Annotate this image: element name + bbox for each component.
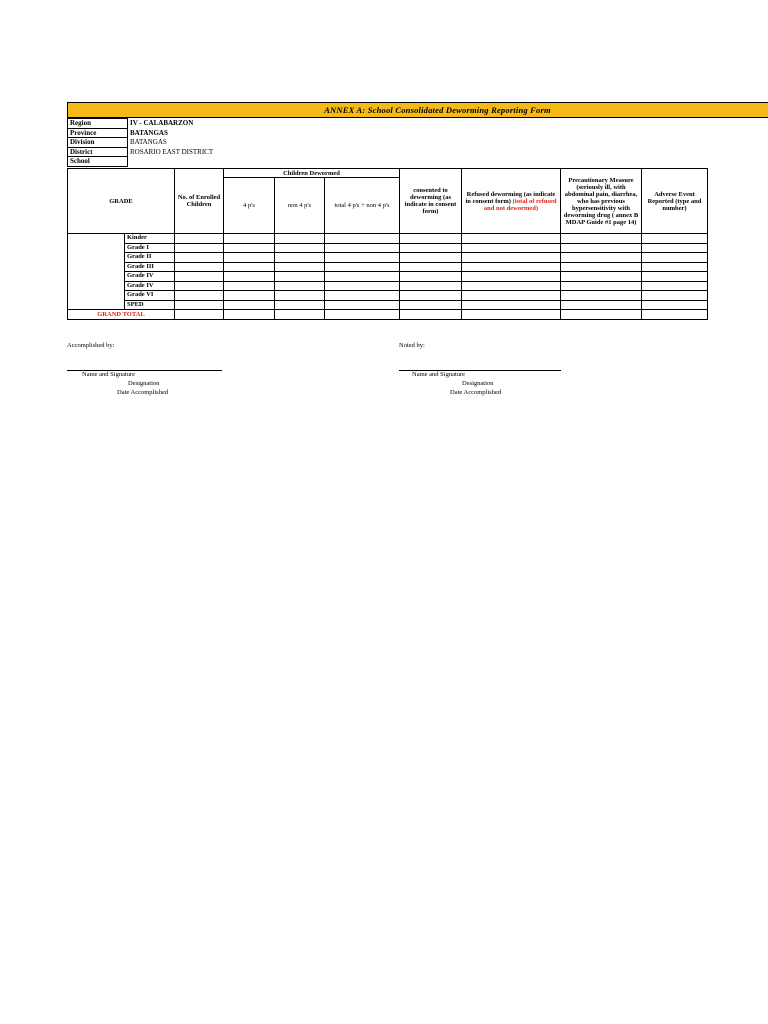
info-value: BATANGAS (130, 128, 168, 137)
data-cell[interactable] (224, 281, 275, 291)
data-cell[interactable] (175, 253, 224, 263)
data-cell[interactable] (325, 262, 400, 272)
refused-note: (total of refused and not dewormed) (483, 197, 557, 212)
data-cell[interactable] (275, 281, 325, 291)
total-cell[interactable] (561, 310, 642, 320)
total-cell[interactable] (175, 310, 224, 320)
grade-label: Kinder (125, 234, 175, 244)
data-cell[interactable] (325, 234, 400, 244)
total-cell[interactable] (325, 310, 400, 320)
data-cell[interactable] (561, 253, 642, 263)
grade-label: Grade VI (125, 291, 175, 301)
table-row (68, 262, 708, 272)
info-value: ROSARIO EAST DISTRICT (130, 147, 214, 156)
table-row (68, 234, 708, 244)
data-cell[interactable] (275, 272, 325, 282)
data-cell[interactable] (175, 281, 224, 291)
info-row (68, 138, 433, 148)
data-cell[interactable] (275, 253, 325, 263)
data-cell[interactable] (175, 272, 224, 282)
data-cell[interactable] (275, 234, 325, 244)
data-cell[interactable] (325, 243, 400, 253)
grand-total-row (68, 310, 708, 320)
data-cell[interactable] (400, 262, 462, 272)
data-cell[interactable] (224, 300, 275, 310)
data-cell[interactable] (224, 243, 275, 253)
data-cell[interactable] (175, 234, 224, 244)
info-value (128, 157, 433, 167)
data-cell[interactable] (561, 281, 642, 291)
data-cell[interactable] (275, 262, 325, 272)
data-cell[interactable] (561, 262, 642, 272)
data-cell[interactable] (224, 253, 275, 263)
info-label: School (68, 157, 128, 167)
data-cell[interactable] (561, 234, 642, 244)
data-cell[interactable] (325, 281, 400, 291)
noted-date: Date Accomplished (450, 389, 502, 396)
data-cell[interactable] (642, 272, 708, 282)
table-row (68, 281, 708, 291)
data-cell[interactable] (642, 243, 708, 253)
data-cell[interactable] (325, 291, 400, 301)
col-total: total 4 p's + non 4 p's (325, 178, 400, 234)
refused-header: Refused deworming (as indicate in consent form) (total of refused and not dewormed) (462, 169, 561, 234)
data-cell[interactable] (400, 300, 462, 310)
data-cell[interactable] (400, 234, 462, 244)
noted-designation: Designation (462, 380, 494, 387)
grade-label: Grade II (125, 253, 175, 263)
data-cell[interactable] (462, 262, 561, 272)
info-row (68, 119, 433, 129)
data-cell[interactable] (462, 234, 561, 244)
col-non-4ps: non 4 p's (275, 178, 325, 234)
data-cell[interactable] (325, 253, 400, 263)
noted-name-signature: Name and Signature (412, 371, 466, 378)
grade-label: Grade IV (125, 281, 175, 291)
data-cell[interactable] (462, 253, 561, 263)
form-title: ANNEX A: School Consolidated Deworming Reporting Form (67, 102, 768, 118)
data-cell[interactable] (462, 243, 561, 253)
data-cell[interactable] (462, 281, 561, 291)
data-cell[interactable] (561, 272, 642, 282)
data-cell[interactable] (642, 291, 708, 301)
data-cell[interactable] (224, 272, 275, 282)
data-cell[interactable] (175, 300, 224, 310)
grade-label: SPED (125, 300, 175, 310)
data-cell[interactable] (175, 262, 224, 272)
data-cell[interactable] (462, 300, 561, 310)
total-cell[interactable] (642, 310, 708, 320)
consented-header: consented to deworming (as indicate in consent form) (400, 169, 462, 234)
total-cell[interactable] (275, 310, 325, 320)
data-cell[interactable] (400, 272, 462, 282)
adverse-event-header: Adverse Event Reported (type and number) (642, 169, 708, 234)
total-cell[interactable] (462, 310, 561, 320)
data-cell[interactable] (400, 291, 462, 301)
data-cell[interactable] (325, 272, 400, 282)
info-label: Province (68, 128, 128, 138)
children-dewormed-header: Children Dewormed (224, 169, 400, 178)
table-row (68, 243, 708, 253)
info-label: Division (68, 138, 128, 148)
data-cell[interactable] (175, 291, 224, 301)
grand-total-label: GRAND TOTAL (68, 310, 175, 320)
grade-label: Grade IV (125, 272, 175, 282)
grade-label: Grade III (125, 262, 175, 272)
info-row (68, 147, 433, 157)
data-cell[interactable] (400, 253, 462, 263)
school-info-table (67, 118, 433, 167)
info-label: Region (68, 119, 128, 129)
deworming-report-table (67, 168, 708, 320)
col-4ps: 4 p's (224, 178, 275, 234)
data-cell[interactable] (462, 291, 561, 301)
data-cell[interactable] (224, 234, 275, 244)
data-cell[interactable] (275, 291, 325, 301)
total-cell[interactable] (224, 310, 275, 320)
accomplished-name-signature: Name and Signature (82, 371, 136, 378)
data-cell[interactable] (462, 272, 561, 282)
table-row (68, 272, 708, 282)
grade-spacer-cell (68, 234, 125, 310)
data-cell[interactable] (561, 243, 642, 253)
table-row (68, 291, 708, 301)
data-cell[interactable] (400, 281, 462, 291)
grade-label: Grade I (125, 243, 175, 253)
total-cell[interactable] (400, 310, 462, 320)
data-cell[interactable] (224, 291, 275, 301)
enrolled-header: No. of Enrolled Children (175, 169, 224, 234)
data-cell[interactable] (400, 243, 462, 253)
precaution-header: Precautionary Measure (seriously ill, with abdominal pain, diarrhea, who has previous hypersensitivity with deworming drug ( annex B MDAP Guide #1 page 14) (561, 169, 642, 234)
table-row (68, 300, 708, 310)
info-row (68, 157, 433, 167)
info-value: IV - CALABARZON (130, 119, 194, 127)
data-cell[interactable] (642, 281, 708, 291)
data-cell[interactable] (325, 300, 400, 310)
info-value: BATANGAS (130, 138, 167, 147)
data-cell[interactable] (642, 234, 708, 244)
grade-header: GRADE (68, 169, 175, 234)
accomplished-designation: Designation (128, 380, 160, 387)
table-row (68, 253, 708, 263)
data-cell[interactable] (642, 300, 708, 310)
accomplished-by-label: Accomplished by: (67, 342, 115, 349)
accomplished-date: Date Accomplished (117, 389, 169, 396)
data-cell[interactable] (224, 262, 275, 272)
data-cell[interactable] (642, 253, 708, 263)
data-cell[interactable] (561, 300, 642, 310)
info-row (68, 128, 433, 138)
data-cell[interactable] (275, 300, 325, 310)
noted-by-label: Noted by: (399, 342, 425, 349)
data-cell[interactable] (275, 243, 325, 253)
data-cell[interactable] (642, 262, 708, 272)
data-cell[interactable] (175, 243, 224, 253)
info-label: District (68, 147, 128, 157)
data-cell[interactable] (561, 291, 642, 301)
